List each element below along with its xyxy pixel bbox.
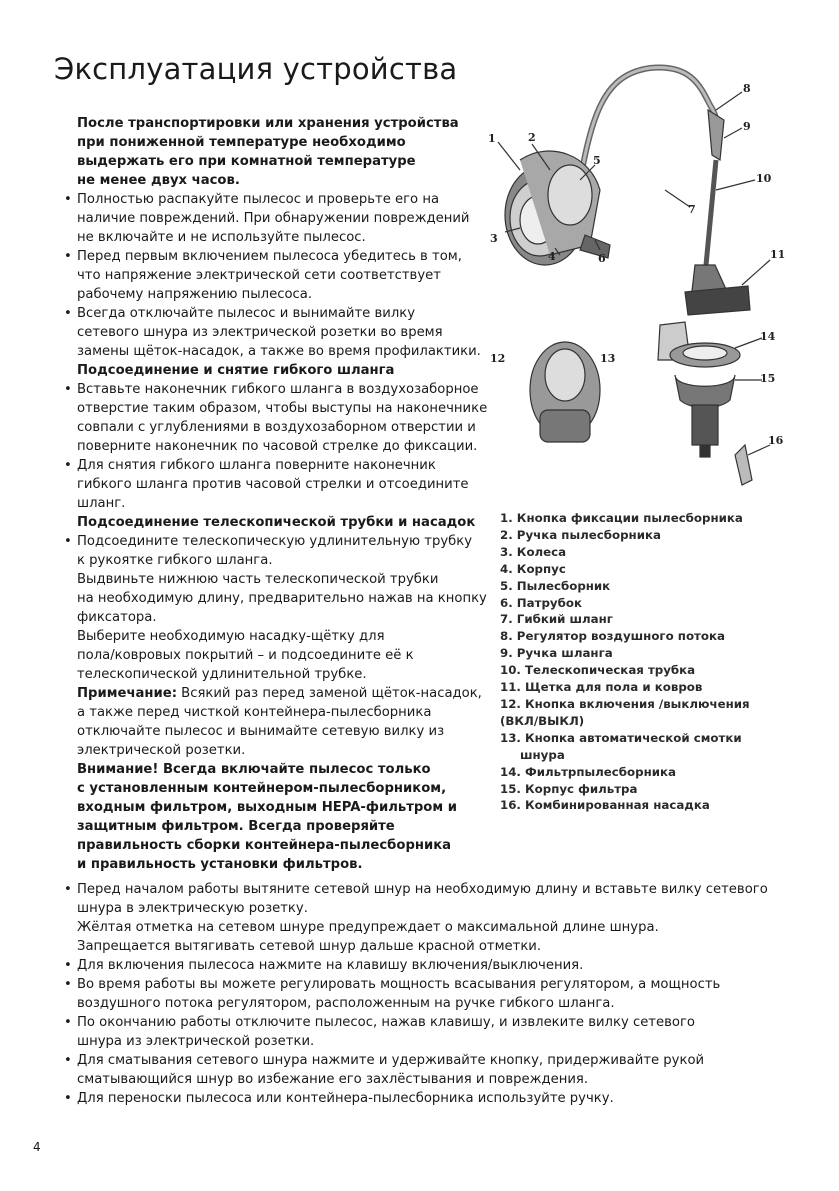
- legend-item: 8. Регулятор воздушного потока: [500, 629, 725, 644]
- list-item: • Всегда отключайте пылесос и вынимайте вилку сетевого шнура из электрической розетки во время замены щёток-насадок, а также во время профилактики.: [62, 304, 492, 361]
- legend-item: 9. Ручка шланга: [500, 646, 613, 661]
- list-item: • Во время работы вы можете регулировать мощность всасывания регулятором, а мощность воздушного потока регулятором, расположенным на ручке гибкого шланга.: [62, 975, 782, 1013]
- figure-label: 3: [490, 232, 498, 245]
- figure-label: 6: [598, 252, 606, 265]
- parts-legend: [500, 510, 820, 814]
- figure-label: 10: [756, 172, 772, 185]
- note: Примечание: Всякий раз перед заменой щёток-насадок, а также перед чисткой контейнера-пылесборника отключайте пылесос и вынимайте сетевую вилку из электрической розетки.: [77, 686, 482, 758]
- main-text-column: [62, 114, 492, 874]
- attention-warning: Внимание! Всегда включайте пылесос только с установленным контейнером-пылесборником, входным фильтром, выходным HEPA-фильтром и защитным фильтром. Всегда проверяйте правильность сборки контейнера-пылесборника и правильность установки фильтров.: [77, 762, 457, 872]
- legend-item: 12. Кнопка включения /выключения: [500, 696, 750, 711]
- page-number: 4: [33, 1140, 41, 1154]
- legend-item: 4. Корпус: [500, 561, 566, 576]
- figure-label: 16: [768, 434, 784, 447]
- legend-item: шнура: [520, 747, 565, 762]
- figure-label: 7: [688, 203, 696, 216]
- legend-item: 6. Патрубок: [500, 595, 582, 610]
- list-item: • Перед началом работы вытяните сетевой шнур на необходимую длину и вставьте вилку сетевого шнура в электрическую розетку.: [62, 880, 782, 918]
- figure-label: 14: [760, 330, 776, 343]
- legend-item: 1. Кнопка фиксации пылесборника: [500, 511, 743, 525]
- legend-item: 10. Телескопическая трубка: [500, 663, 696, 678]
- legend-item: 7. Гибкий шланг: [500, 612, 613, 627]
- figure-label: 5: [593, 154, 601, 167]
- figure-label: 4: [548, 250, 556, 263]
- vacuum-diagram: [480, 60, 800, 510]
- note-label: Примечание:: [77, 686, 177, 701]
- legend-item: 13. Кнопка автоматической смотки: [500, 730, 742, 745]
- legend-item: 15. Корпус фильтра: [500, 781, 638, 796]
- legend-item: 14. Фильтрпылесборника: [500, 764, 676, 779]
- paragraph: Выдвиньте нижнюю часть телескопической трубки на необходимую длину, предварительно нажав на кнопку фиксатора.: [77, 572, 487, 625]
- figure-label: 13: [600, 352, 616, 365]
- list-item: • По окончанию работы отключите пылесос, нажав клавишу, и извлеките вилку сетевого шнура из электрической розетки.: [62, 1013, 782, 1051]
- list-item: • Для снятия гибкого шланга поверните наконечник гибкого шланга против часовой стрелки и отсоедините шланг.: [62, 456, 492, 513]
- legend-item: 5. Пылесборник: [500, 578, 611, 593]
- figure-label: 8: [743, 82, 751, 95]
- list-item: • Для переноски пылесоса или контейнера-пылесборника используйте ручку.: [62, 1089, 782, 1108]
- list-item: • Перед первым включением пылесоса убедитесь в том, что напряжение электрической сети соответствует рабочему напряжению пылесоса.: [62, 247, 492, 304]
- bottom-text: [62, 880, 782, 1108]
- page-title: Эксплуатация устройства: [54, 52, 458, 86]
- figure-label: 1: [488, 132, 496, 145]
- figure-label: 9: [743, 120, 751, 133]
- figure-label: 2: [528, 131, 536, 144]
- paragraph: Выберите необходимую насадку-щётку для пола/ковровых покрытий – и подсоедините её к телескопической удлинительной трубке.: [77, 629, 414, 682]
- section-heading-hose: Подсоединение и снятие гибкого шланга: [77, 363, 395, 378]
- legend-item: 3. Колеса: [500, 544, 567, 559]
- list-item: • Вставьте наконечник гибкого шланга в воздухозаборное отверстие таким образом, чтобы выступы на наконечнике совпали с углублениями в воздухозаборном отверстии и поверните наконечник по часовой стрелке до фиксации.: [62, 380, 492, 456]
- list-item: • Полностью распакуйте пылесос и проверьте его на наличие повреждений. При обнаружении повреждений не включайте и не используйте пылесос.: [62, 190, 492, 247]
- legend-item: 11. Щетка для пола и ковров: [500, 680, 703, 695]
- legend-item: 2. Ручка пылесборника: [500, 527, 661, 542]
- list-item: • Подсоедините телескопическую удлинительную трубку к рукоятке гибкого шланга.: [62, 532, 492, 570]
- legend-item: (ВКЛ/ВЫКЛ): [500, 713, 585, 728]
- figure-label: 12: [490, 352, 506, 365]
- intro-warning: После транспортировки или хранения устройства при пониженной температуре необходимо выдержать его при комнатной температуре не менее двух часов.: [77, 116, 459, 188]
- section-heading-tube: Подсоединение телескопической трубки и насадок: [77, 515, 476, 530]
- legend-item: 16. Комбинированная насадка: [500, 798, 710, 813]
- figure-label: 15: [760, 372, 776, 385]
- figure-label: 11: [770, 248, 786, 261]
- paragraph: Жёлтая отметка на сетевом шнуре предупреждает о максимальной длине шнура. Запрещается вытягивать сетевой шнур дальше красной отметки.: [77, 920, 659, 954]
- list-item: • Для сматывания сетевого шнура нажмите и удерживайте кнопку, придерживайте рукой сматывающийся шнур во избежание его захлёстывания и повреждения.: [62, 1051, 782, 1089]
- list-item: • Для включения пылесоса нажмите на клавишу включения/выключения.: [62, 956, 782, 975]
